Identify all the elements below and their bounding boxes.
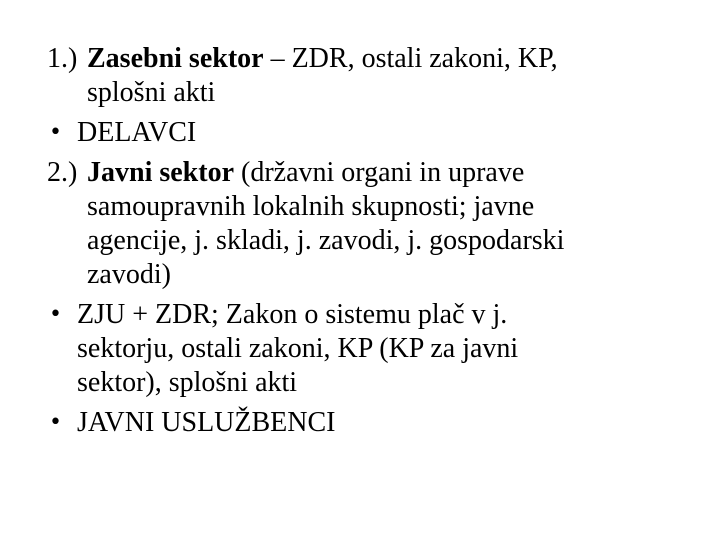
list-number: 1.) xyxy=(47,43,78,74)
bullet-icon: • xyxy=(49,302,62,327)
list-item-javni-sektor xyxy=(47,156,687,292)
line-text: JAVNI USLUŽBENCI xyxy=(77,407,336,438)
slide-content xyxy=(47,42,687,446)
bullet-icon: • xyxy=(49,410,62,435)
list-item-zju-zdr xyxy=(47,298,687,400)
list-item-javni-usluzbenci xyxy=(47,406,687,440)
line-text: agencije, j. skladi, j. zavodi, j. gospodarski xyxy=(87,225,565,256)
section-heading: Javni sektor xyxy=(87,157,234,188)
line-text: sektor), splošni akti xyxy=(77,367,298,398)
section-heading: Zasebni sektor xyxy=(87,43,264,74)
list-item-delavci xyxy=(47,116,687,150)
line-text: ZJU + ZDR; Zakon o sistemu plač v j. xyxy=(77,299,508,330)
line-text: DELAVCI xyxy=(77,117,197,148)
line-text: zavodi) xyxy=(87,259,171,290)
line-text: samoupravnih lokalnih skupnosti; javne xyxy=(87,191,535,222)
list-number: 2.) xyxy=(47,157,78,188)
list-item-zasebni-sektor xyxy=(47,42,687,110)
bullet-icon: • xyxy=(49,120,62,145)
line-text: splošni akti xyxy=(87,77,216,108)
line-text: (državni organi in uprave xyxy=(234,157,525,188)
line-text: – ZDR, ostali zakoni, KP, xyxy=(263,43,558,74)
line-text: sektorju, ostali zakoni, KP (KP za javni xyxy=(77,333,519,364)
